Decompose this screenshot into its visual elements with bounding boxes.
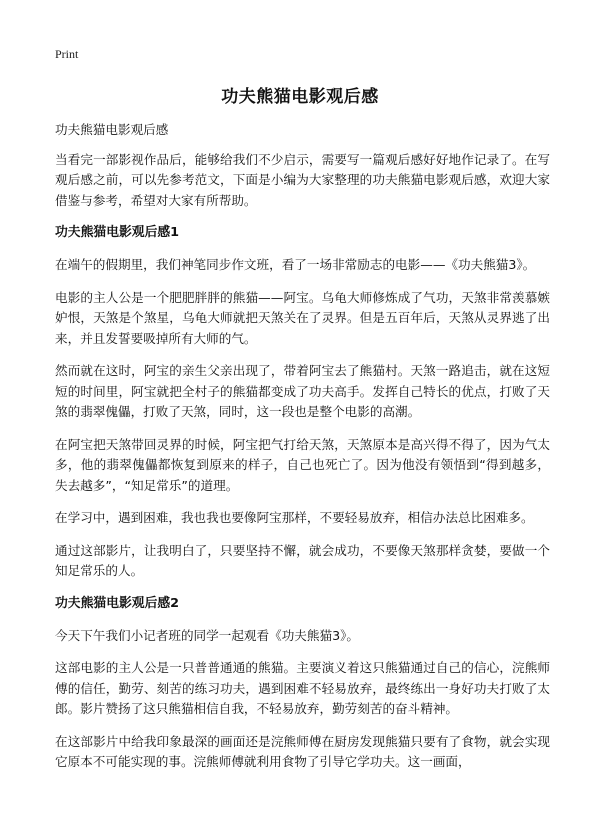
page-title: 功夫熊猫电影观后感 [221,87,379,107]
paragraph: 在阿宝把天煞带回灵界的时候，阿宝把气打给天煞，天煞原本是高兴得不得了，因为气太多，他的翡翠傀儡都恢复到原来的样子，自己也死亡了。因为他没有领悟到“得到越多，失去越多”，“知足常乐”的道理。 [55,436,550,493]
paragraph: 电影的主人公是一个肥肥胖胖的熊猫——阿宝。乌龟大师修炼成了气功，天煞非常羡慕嫉妒恨，天煞是个煞星，乌龟大师就把天煞关在了灵界。但是五百年后，天煞从灵界逃了出来，并且发誓要吸掉所有大师的气。 [55,289,550,346]
paragraph: 今天下午我们小记者班的同学一起观看《功夫熊猫3》。 [55,627,359,643]
paragraph: 通过这部影片，让我明白了，只要坚持不懈，就会成功，不要像天煞那样贪婪，要做一个知足常乐的人。 [55,542,550,578]
section-heading: 功夫熊猫电影观后感2 [55,595,180,611]
paragraph: 在这部影片中给我印象最深的画面还是浣熊师傅在厨房发现熊猫只要有了食物，就会实现它原本不可能实现的事。浣熊师傅就利用食物了引导它学功夫。这一画面， [55,733,550,769]
paragraph: 这部电影的主人公是一只普普通通的熊猫。主要演义着这只熊猫通过自己的信心，浣熊师傅的信任，勤劳、刻苦的练习功夫，遇到困难不轻易放弃，最终练出一身好功夫打败了太郎。影片赞扬了这只熊猫相信自我，不轻易放弃，勤劳刻苦的奋斗精神。 [55,660,550,716]
document-subtitle: 功夫熊猫电影观后感 [55,122,169,137]
section-heading: 功夫熊猫电影观后感1 [55,225,180,240]
paragraph: 然而就在这时，阿宝的亲生父亲出现了，带着阿宝去了熊猫村。天煞一路追击，就在这短短的时间里，阿宝就把全村子的熊猫都变成了功夫高手。发挥自己特长的优点，打败了天煞的翡翠傀儡，打败了天煞，同时，这一段也是整个电影的高潮。 [55,363,550,419]
paragraph: 在端午的假期里，我们神笔同步作文班，看了一场非常励志的电影——《功夫熊猫3》。 [55,257,536,272]
print-link[interactable]: Print [55,47,79,61]
paragraph: 在学习中，遇到困难，我也我也要像阿宝那样，不要轻易放弃，相信办法总比困难多。 [55,510,534,525]
document-body [55,120,550,785]
essay-section-2 [55,594,550,773]
essay-section-1 [55,223,550,582]
intro-paragraph: 当看完一部影视作品后，能够给我们不少启示，需要写一篇观后感好好地作记录了。在写观后感之前，可以先参考范文，下面是小编为大家整理的功夫熊猫电影观后感，欢迎大家借鉴与参考，希望对大家有所帮助。 [55,151,550,208]
